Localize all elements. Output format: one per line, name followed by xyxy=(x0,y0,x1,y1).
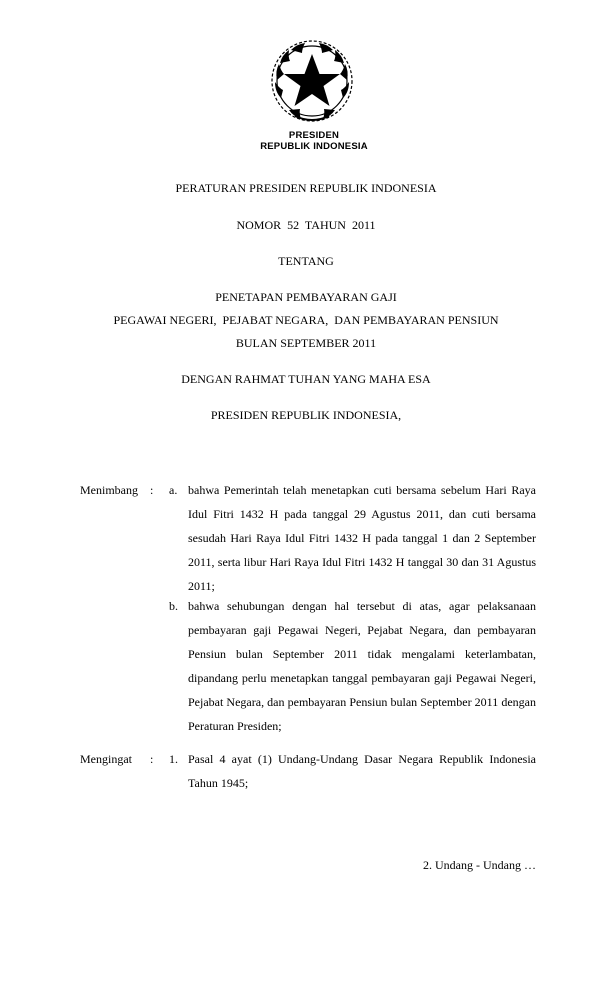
regulation-title: PERATURAN PRESIDEN REPUBLIK INDONESIA xyxy=(175,181,437,195)
mengingat-item-1-text: Pasal 4 ayat (1) Undang-Undang Dasar Negara Republik Indonesia Tahun 1945; xyxy=(188,752,536,790)
mengingat-label: Mengingat xyxy=(80,752,132,766)
menimbang-item-b-marker: b. xyxy=(169,599,178,613)
invocation: DENGAN RAHMAT TUHAN YANG MAHA ESA xyxy=(181,372,431,386)
menimbang-item-b-text: bahwa sehubungan dengan hal tersebut di atas, agar pelaksanaan pembayaran gaji Pegawai Negeri, Pejabat Negara, dan pembayaran Pensiun bulan September 2011 tidak mengalami keterlambatan, dipandang perlu menetapkan tanggal pembayaran gaji Pegawai Negeri, Pejabat Negara, dan pembayaran Pensiun bulan September 2011 dengan Peraturan Presiden; xyxy=(188,599,536,733)
mengingat-colon: : xyxy=(150,752,154,766)
menimbang-label: Menimbang xyxy=(80,483,138,497)
menimbang-item-a-marker: a. xyxy=(169,483,178,497)
emblem-caption-title: PRESIDEN xyxy=(288,130,340,141)
authority-heading: PRESIDEN REPUBLIK INDONESIA, xyxy=(210,408,402,422)
emblem-caption-country: REPUBLIK INDONESIA xyxy=(260,141,368,152)
regulation-number: NOMOR 52 TAHUN 2011 xyxy=(236,218,376,232)
mengingat-item-1-marker: 1. xyxy=(169,752,178,766)
regulation-tentang: TENTANG xyxy=(278,254,334,268)
menimbang-colon: : xyxy=(150,483,154,497)
subject-line-1: PENETAPAN PEMBAYARAN GAJI xyxy=(215,290,397,304)
page-continuation: 2. Undang - Undang … xyxy=(423,858,536,872)
menimbang-item-a-text: bahwa Pemerintah telah menetapkan cuti bersama sebelum Hari Raya Idul Fitri 1432 H pada tanggal 29 Agustus 2011, dan cuti bersama sesudah Hari Raya Idul Fitri 1432 H pada tanggal 1 dan 2 September 2011, serta libur Hari Raya Idul Fitri 1432 H tanggal 30 dan 31 Agustus 2011; xyxy=(188,483,536,593)
subject-line-3: BULAN SEPTEMBER 2011 xyxy=(235,336,377,350)
subject-line-2: PEGAWAI NEGERI, PEJABAT NEGARA, DAN PEMBAYARAN PENSIUN xyxy=(113,313,499,327)
garuda-star-emblem xyxy=(267,36,357,126)
